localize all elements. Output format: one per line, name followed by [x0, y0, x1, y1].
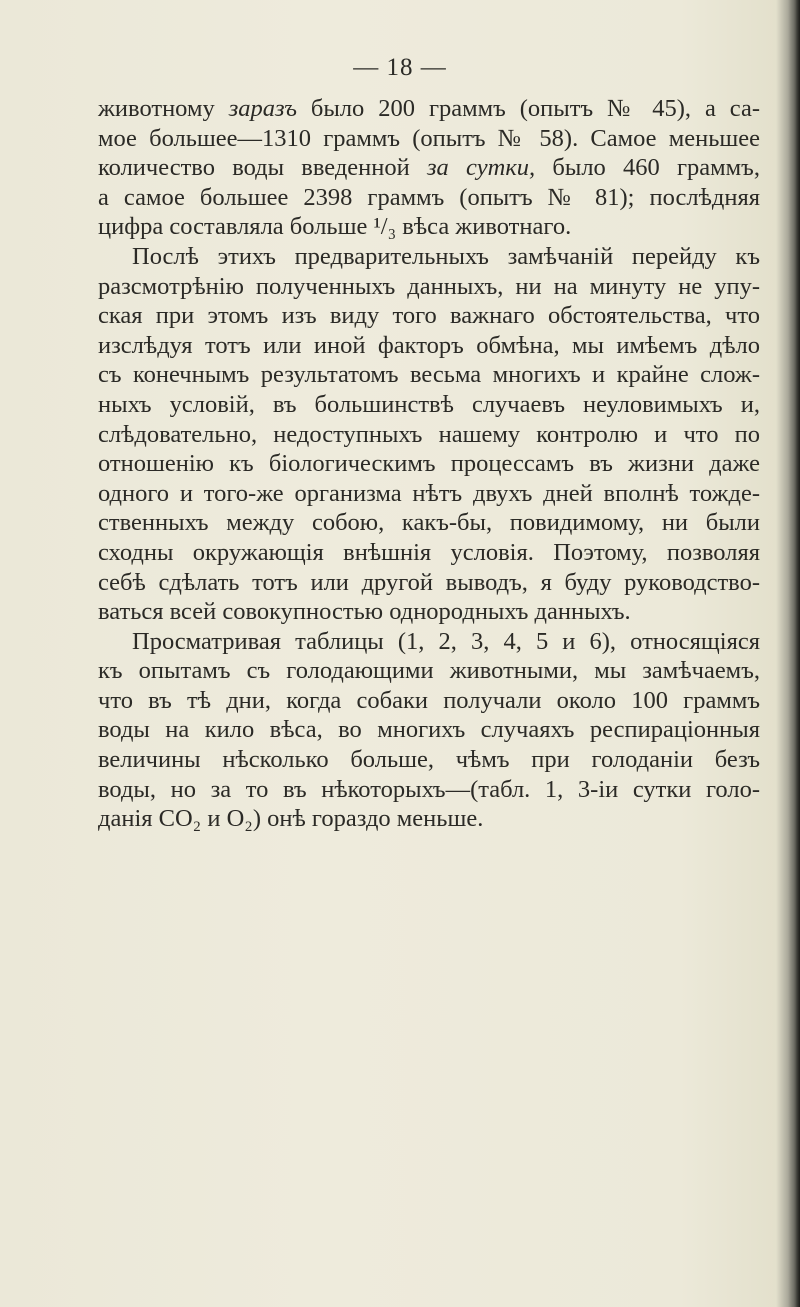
text-run: количество воды введенной [98, 154, 427, 182]
text-run: Послѣ этихъ предварительныхъ замѣчаній перейду къ [132, 242, 760, 270]
text-line [98, 568, 760, 598]
text-line [98, 538, 760, 568]
text-line [98, 449, 760, 479]
text-line [98, 627, 760, 657]
text-line [98, 360, 760, 390]
text-run: воды на кило вѣса, во многихъ случаяхъ респираціонныя [98, 716, 760, 744]
page-edge-shadow [788, 0, 800, 1307]
text-line [98, 597, 760, 627]
body-text [98, 94, 760, 834]
text-run: было 200 граммъ (опытъ № 45), а са- [296, 95, 760, 122]
text-line [98, 745, 760, 775]
text-run: ственныхъ между собою, какъ-бы, повидимому, ни были [98, 509, 760, 537]
text-run: животному [98, 95, 229, 122]
text-run: воды, но за то въ нѣкоторыхъ—(табл. 1, 3-іи сутки голо- [98, 775, 760, 803]
text-run: слѣдовательно, недоступныхъ нашему контролю и что по [98, 420, 760, 448]
text-line [98, 508, 760, 538]
text-run: величины нѣсколько больше, чѣмъ при голоданіи безъ [98, 746, 760, 774]
text-line [98, 715, 760, 745]
text-run: а самое большее 2398 граммъ (опытъ № 81); послѣдняя [98, 183, 760, 211]
text-run: что въ тѣ дни, когда собаки получали около 100 граммъ [98, 686, 760, 714]
text-line [98, 479, 760, 509]
text-run: мое большее—1310 граммъ (опытъ № 58). Самое меньшее [98, 124, 760, 152]
text-line [98, 212, 760, 242]
text-run: цифра составляла больше ¹/₃ вѣса животнаго. [98, 213, 572, 241]
text-run: отношенію къ біологическимъ процессамъ въ жизни даже [98, 450, 760, 478]
text-run: сходны окружающія внѣшнія условія. Поэтому, позволяя [98, 538, 760, 566]
page-number: — 18 — [353, 54, 447, 81]
text-line [98, 420, 760, 450]
text-run: данія CO₂ и O₂) онѣ гораздо меньше. [98, 805, 484, 833]
text-run: одного и того-же организма нѣтъ двухъ дней вполнѣ тожде- [98, 479, 760, 507]
text-line [98, 775, 760, 805]
text-line [98, 183, 760, 213]
italic-text-run: за сутки, [427, 154, 536, 182]
text-line [98, 153, 760, 183]
text-line [98, 686, 760, 716]
text-run: разсмотрѣнію полученныхъ данныхъ, ни на минуту не упу- [98, 272, 760, 300]
text-run: съ конечнымъ результатомъ весьма многихъ и крайне слож- [98, 361, 760, 389]
italic-text-run: заразъ [228, 95, 297, 122]
text-run: было 460 граммъ, [535, 154, 760, 182]
text-run: ныхъ условій, въ большинствѣ случаевъ неуловимыхъ и, [98, 390, 760, 418]
text-run: ваться всей совокупностью однородныхъ данныхъ. [98, 598, 631, 626]
text-line [98, 331, 760, 361]
text-line [98, 390, 760, 420]
text-line [98, 124, 760, 154]
text-run: ская при этомъ изъ виду того важнаго обстоятельства, что [98, 302, 760, 330]
text-line [98, 94, 760, 124]
text-line [98, 656, 760, 686]
text-run: изслѣдуя тотъ или иной факторъ обмѣна, мы имѣемъ дѣло [98, 331, 760, 359]
text-run: себѣ сдѣлать тотъ или другой выводъ, я буду руководство- [98, 568, 760, 596]
text-line [98, 242, 760, 272]
text-line [98, 272, 760, 302]
text-run: Просматривая таблицы (1, 2, 3, 4, 5 и 6), относящіяся [132, 627, 760, 655]
text-line [98, 804, 760, 834]
text-run: къ опытамъ съ голодающими животными, мы замѣчаемъ, [98, 657, 760, 685]
text-line [98, 301, 760, 331]
